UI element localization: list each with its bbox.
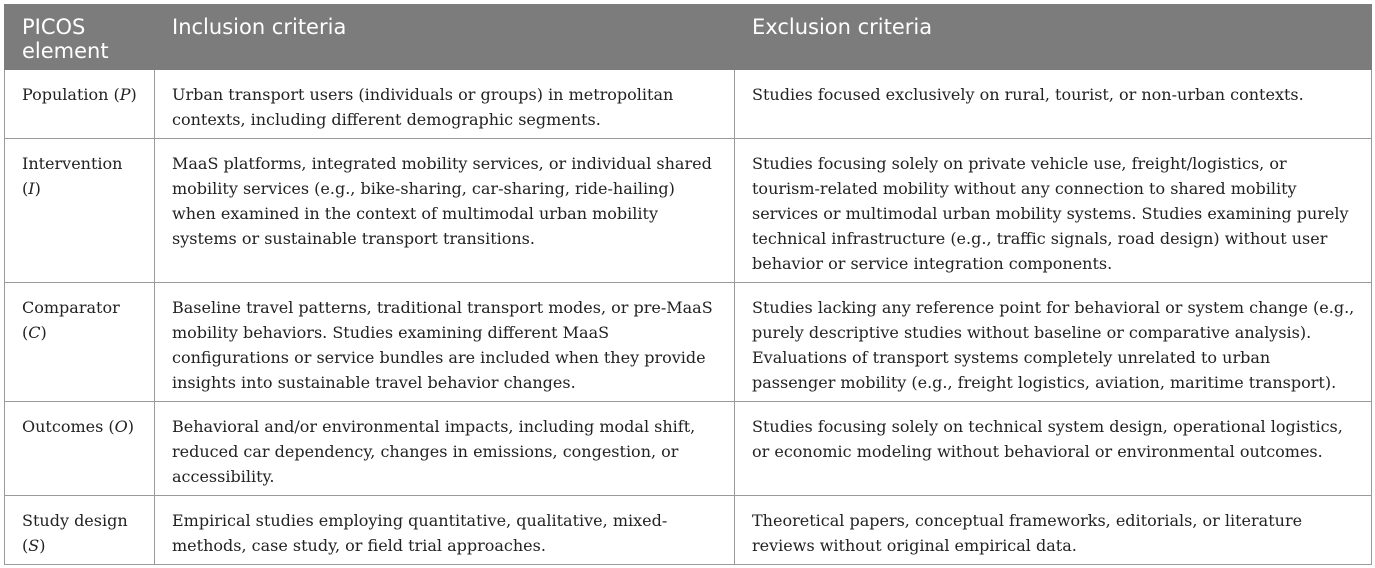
element-name: Outcomes	[22, 417, 104, 436]
element-code: P	[119, 85, 131, 104]
table-row-intervention	[5, 139, 1372, 283]
element-cell: Outcomes (O)	[5, 402, 155, 496]
table-row-outcomes	[5, 402, 1372, 496]
inclusion-cell: MaaS platforms, integrated mobility services, or individual shared mobility services (e.g., bike-sharing, car-sharing, ride-hailing) when examined in the context of multimodal urban mobility systems or sustainable transport transitions.	[155, 139, 735, 283]
exclusion-cell: Studies focused exclusively on rural, tourist, or non-urban contexts.	[735, 70, 1372, 139]
element-name: Comparator	[22, 298, 120, 317]
exclusion-cell: Studies focusing solely on technical system design, operational logistics, or economic modeling without behavioral or environmental outcomes.	[735, 402, 1372, 496]
element-code: I	[28, 179, 35, 198]
element-code: O	[114, 417, 128, 436]
table-row-comparator	[5, 283, 1372, 402]
element-cell: Population (P)	[5, 70, 155, 139]
table-row-population	[5, 70, 1372, 139]
header-exclusion-criteria: Exclusion criteria	[735, 5, 1372, 70]
element-name: Population	[22, 85, 109, 104]
table-row-study-design	[5, 496, 1372, 565]
inclusion-cell: Baseline travel patterns, traditional transport modes, or pre-MaaS mobility behaviors. Studies examining different MaaS configurations or service bundles are included when they provide insights into sustainable travel behavior changes.	[155, 283, 735, 402]
element-name: Study design	[22, 511, 128, 530]
table-header-row	[5, 5, 1372, 70]
element-code: C	[28, 323, 41, 342]
exclusion-cell: Studies lacking any reference point for behavioral or system change (e.g., purely descriptive studies without baseline or comparative analysis). Evaluations of transport systems completely unrelated to urban passenger mobility (e.g., freight logistics, aviation, maritime transport).	[735, 283, 1372, 402]
inclusion-cell: Urban transport users (individuals or groups) in metropolitan contexts, including different demographic segments.	[155, 70, 735, 139]
header-inclusion-criteria: Inclusion criteria	[155, 5, 735, 70]
inclusion-cell: Empirical studies employing quantitative, qualitative, mixed-methods, case study, or field trial approaches.	[155, 496, 735, 565]
element-code: S	[28, 536, 40, 555]
exclusion-cell: Theoretical papers, conceptual frameworks, editorials, or literature reviews without original empirical data.	[735, 496, 1372, 565]
picos-criteria-table	[4, 4, 1372, 565]
element-cell: Study design (S)	[5, 496, 155, 565]
element-cell: Intervention (I)	[5, 139, 155, 283]
element-name: Intervention	[22, 154, 123, 173]
element-cell: Comparator (C)	[5, 283, 155, 402]
header-picos-element: PICOS element	[5, 5, 155, 70]
inclusion-cell: Behavioral and/or environmental impacts, including modal shift, reduced car dependency, changes in emissions, congestion, or accessibility.	[155, 402, 735, 496]
exclusion-cell: Studies focusing solely on private vehicle use, freight/logistics, or tourism-related mobility without any connection to shared mobility services or multimodal urban mobility systems. Studies examining purely technical infrastructure (e.g., traffic signals, road design) without user behavior or service integration components.	[735, 139, 1372, 283]
